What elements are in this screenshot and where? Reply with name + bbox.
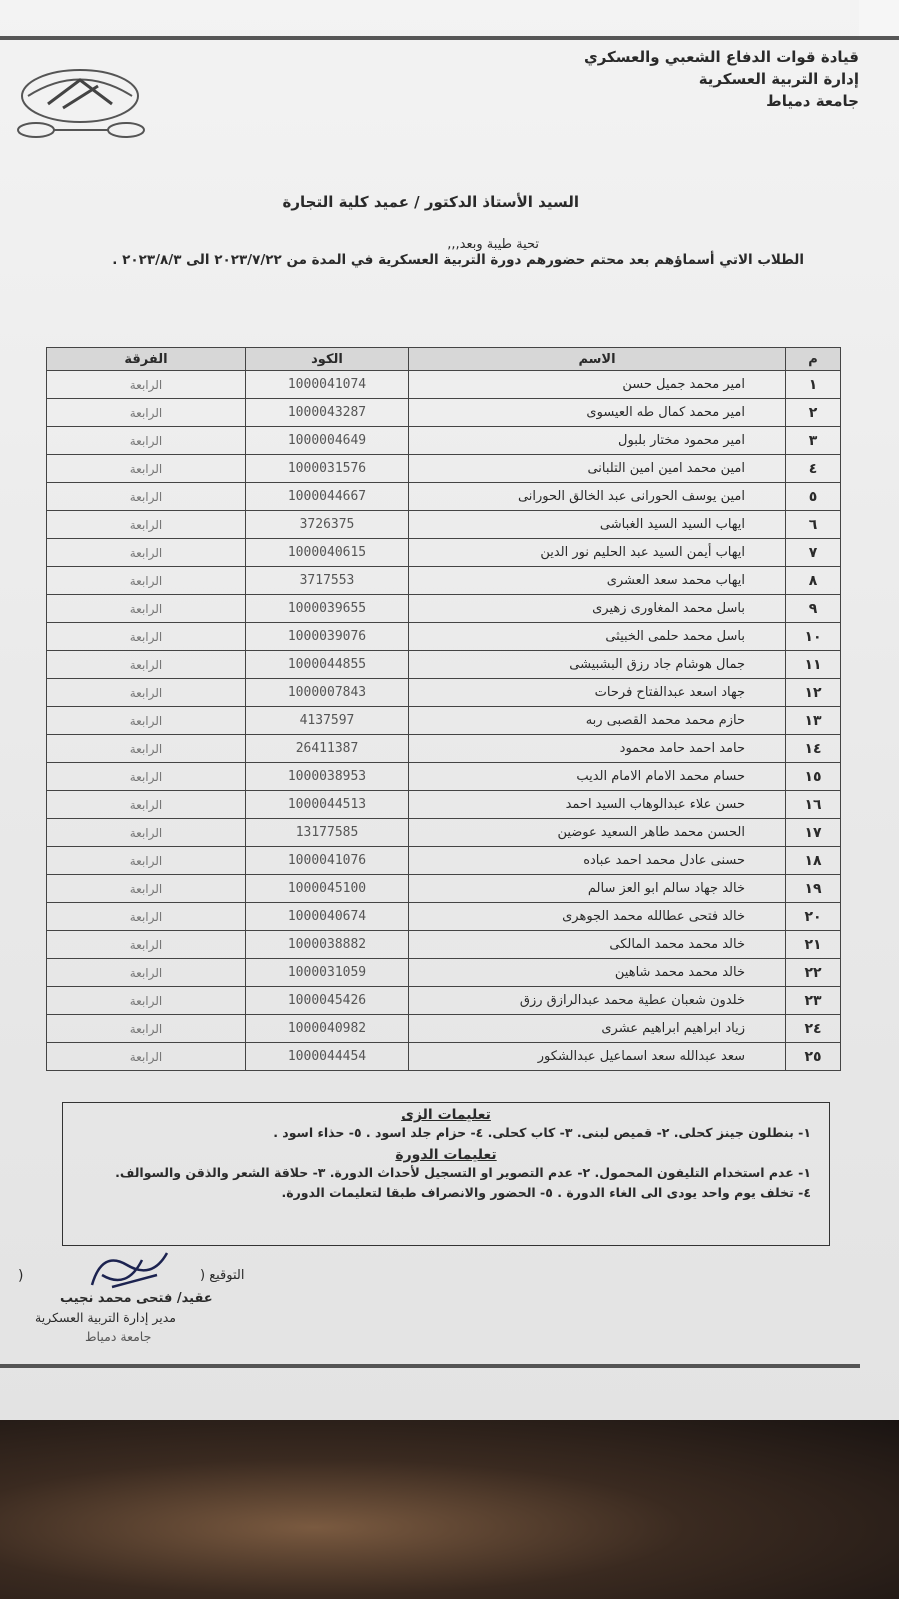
row-num: ٩	[786, 595, 841, 623]
student-year: الرابعة	[47, 483, 246, 511]
student-name: باسل محمد المغاورى زهيرى	[409, 595, 786, 623]
table-row	[47, 483, 841, 511]
student-year: الرابعة	[47, 987, 246, 1015]
student-code: 1000004649	[246, 427, 409, 455]
table-row	[47, 791, 841, 819]
row-num: ١٨	[786, 847, 841, 875]
student-code: 1000041076	[246, 847, 409, 875]
header-year: الفرقة	[47, 348, 246, 371]
row-num: ٢٥	[786, 1043, 841, 1071]
student-year: الرابعة	[47, 455, 246, 483]
student-name: حسن علاء عبدالوهاب السيد احمد	[409, 791, 786, 819]
table-row	[47, 735, 841, 763]
student-code: 1000038953	[246, 763, 409, 791]
student-year: الرابعة	[47, 819, 246, 847]
table-row	[47, 1015, 841, 1043]
letterhead-line-3: جامعة دمياط	[766, 92, 859, 110]
table-row	[47, 959, 841, 987]
student-year: الرابعة	[47, 931, 246, 959]
row-num: ١٥	[786, 763, 841, 791]
row-num: ١٣	[786, 707, 841, 735]
student-code: 26411387	[246, 735, 409, 763]
greeting: تحية طيبة وبعد,,,	[447, 237, 539, 252]
student-name: الحسن محمد طاهر السعيد عوضين	[409, 819, 786, 847]
student-code: 1000045100	[246, 875, 409, 903]
top-rule	[0, 36, 899, 40]
intro-paragraph: الطلاب الاتي أسماؤهم بعد محتم حضورهم دورة التربية العسكرية في المدة من ٢٠٢٣/٧/٢٢ الى ٢٠٢٣/٨/٣ .	[112, 252, 804, 268]
row-num: ٨	[786, 567, 841, 595]
student-name: حازم محمد محمد القصبى ربه	[409, 707, 786, 735]
row-num: ٣	[786, 427, 841, 455]
student-year: الرابعة	[47, 847, 246, 875]
signatory-university: جامعة دمياط	[85, 1329, 152, 1344]
student-code: 1000044855	[246, 651, 409, 679]
student-name: خلدون شعبان عطية محمد عبدالرازق رزق	[409, 987, 786, 1015]
student-code: 1000031059	[246, 959, 409, 987]
student-year: الرابعة	[47, 1015, 246, 1043]
table-row	[47, 371, 841, 399]
student-year: الرابعة	[47, 875, 246, 903]
student-name: ايهاب محمد سعد العشرى	[409, 567, 786, 595]
table-header-row	[47, 348, 841, 371]
student-name: خالد فتحى عطالله محمد الجوهرى	[409, 903, 786, 931]
signature-paren: )	[18, 1268, 24, 1284]
table-row	[47, 819, 841, 847]
table-row	[47, 847, 841, 875]
course-title: تعليمات الدورة	[395, 1147, 497, 1163]
student-year: الرابعة	[47, 707, 246, 735]
student-name: حسنى عادل محمد احمد عباده	[409, 847, 786, 875]
table-row	[47, 987, 841, 1015]
student-code: 1000044667	[246, 483, 409, 511]
row-num: ٧	[786, 539, 841, 567]
student-code: 1000041074	[246, 371, 409, 399]
student-name: جهاد اسعد عبدالفتاح فرحات	[409, 679, 786, 707]
student-code: 1000040982	[246, 1015, 409, 1043]
student-name: امير محمد كمال طه العيسوى	[409, 399, 786, 427]
addressee: السيد الأستاذ الدكتور / عميد كلية التجارة	[282, 193, 579, 211]
table-row	[47, 567, 841, 595]
student-year: الرابعة	[47, 735, 246, 763]
signatory-title: مدير إدارة التربية العسكرية	[35, 1310, 176, 1325]
header-code: الكود	[246, 348, 409, 371]
student-year: الرابعة	[47, 371, 246, 399]
student-code: 4137597	[246, 707, 409, 735]
letterhead-line-2: إدارة التربية العسكرية	[698, 70, 859, 88]
paper-corner	[859, 0, 899, 40]
uniform-line: ١- بنطلون جينز كحلى. ٢- قميص لبنى. ٣- كاب كحلى. ٤- حزام جلد اسود . ٥- حذاء اسود .	[273, 1125, 811, 1140]
student-name: ايهاب أيمن السيد عبد الحليم نور الدين	[409, 539, 786, 567]
row-num: ٢٣	[786, 987, 841, 1015]
letterhead-line-1: قيادة قوات الدفاع الشعبي والعسكري	[583, 48, 859, 66]
table-row	[47, 511, 841, 539]
student-year: الرابعة	[47, 651, 246, 679]
student-code: 1000007843	[246, 679, 409, 707]
student-year: الرابعة	[47, 399, 246, 427]
row-num: ١١	[786, 651, 841, 679]
row-num: ١٢	[786, 679, 841, 707]
student-name: امير محمد جميل حسن	[409, 371, 786, 399]
student-year: الرابعة	[47, 427, 246, 455]
bottom-rule	[0, 1364, 860, 1368]
student-name: خالد محمد محمد شاهين	[409, 959, 786, 987]
student-name: باسل محمد حلمى الخبيثى	[409, 623, 786, 651]
student-name: خالد جهاد سالم ابو العز سالم	[409, 875, 786, 903]
signatory-name: عقيد/ فتحى محمد نجيب	[60, 1291, 213, 1306]
student-name: سعد عبدالله سعد اسماعيل عبدالشكور	[409, 1043, 786, 1071]
row-num: ١٩	[786, 875, 841, 903]
student-year: الرابعة	[47, 679, 246, 707]
student-name: جمال هوشام جاد رزق البشبيشى	[409, 651, 786, 679]
table-row	[47, 595, 841, 623]
student-name: حسام محمد الامام الامام الديب	[409, 763, 786, 791]
table-row	[47, 399, 841, 427]
table-row	[47, 1043, 841, 1071]
row-num: ٢٠	[786, 903, 841, 931]
table-row	[47, 623, 841, 651]
table-row	[47, 875, 841, 903]
student-code: 1000040674	[246, 903, 409, 931]
student-year: الرابعة	[47, 763, 246, 791]
table-row	[47, 651, 841, 679]
student-year: الرابعة	[47, 903, 246, 931]
student-year: الرابعة	[47, 959, 246, 987]
student-code: 1000044513	[246, 791, 409, 819]
course-line-1: ١- عدم استخدام التليفون المحمول. ٢- عدم التصوير او التسجيل لأحداث الدورة. ٣- حلاقة الشعر والذقن والسوالف.	[115, 1165, 811, 1180]
row-num: ٢٤	[786, 1015, 841, 1043]
header-num: م	[786, 348, 841, 371]
table-row	[47, 539, 841, 567]
student-name: امين يوسف الحورانى عبد الخالق الحورانى	[409, 483, 786, 511]
student-name: امير محمود مختار بلبول	[409, 427, 786, 455]
table-row	[47, 455, 841, 483]
student-year: الرابعة	[47, 623, 246, 651]
student-year: الرابعة	[47, 511, 246, 539]
row-num: ١	[786, 371, 841, 399]
row-num: ٥	[786, 483, 841, 511]
uniform-title: تعليمات الزى	[401, 1107, 491, 1123]
student-year: الرابعة	[47, 595, 246, 623]
student-code: 1000045426	[246, 987, 409, 1015]
letterhead	[339, 46, 859, 112]
student-code: 1000038882	[246, 931, 409, 959]
student-table	[46, 347, 841, 1071]
table-row	[47, 707, 841, 735]
table-row	[47, 903, 841, 931]
student-name: امين محمد امين امين التلبانى	[409, 455, 786, 483]
row-num: ٤	[786, 455, 841, 483]
signature-scribble-icon	[82, 1245, 172, 1295]
table-row	[47, 931, 841, 959]
student-code: 3726375	[246, 511, 409, 539]
student-code: 13177585	[246, 819, 409, 847]
table-row	[47, 679, 841, 707]
student-year: الرابعة	[47, 791, 246, 819]
header-name: الاسم	[409, 348, 786, 371]
row-num: ١٤	[786, 735, 841, 763]
student-year: الرابعة	[47, 539, 246, 567]
signature-label: التوقيع (	[200, 1268, 245, 1283]
student-name: خالد محمد محمد المالكى	[409, 931, 786, 959]
student-code: 1000039076	[246, 623, 409, 651]
row-num: ٢١	[786, 931, 841, 959]
course-line-2: ٤- تخلف يوم واحد يودى الى الغاء الدورة . ٥- الحضور والانصراف طبقا لتعليمات الدورة.	[281, 1185, 811, 1200]
student-name: زياد ابراهيم ابراهيم عشرى	[409, 1015, 786, 1043]
student-year: الرابعة	[47, 567, 246, 595]
instructions-box	[62, 1102, 830, 1246]
table-row	[47, 763, 841, 791]
row-num: ١٦	[786, 791, 841, 819]
student-code: 3717553	[246, 567, 409, 595]
student-code: 1000044454	[246, 1043, 409, 1071]
row-num: ١٧	[786, 819, 841, 847]
table-body	[47, 371, 841, 1071]
row-num: ٢	[786, 399, 841, 427]
student-code: 1000039655	[246, 595, 409, 623]
student-year: الرابعة	[47, 1043, 246, 1071]
student-name: حامد احمد حامد محمود	[409, 735, 786, 763]
row-num: ٦	[786, 511, 841, 539]
row-num: ١٠	[786, 623, 841, 651]
student-name: ايهاب السيد السيد الغباشى	[409, 511, 786, 539]
student-code: 1000040615	[246, 539, 409, 567]
background-carpet	[0, 1420, 899, 1599]
ministry-emblem-icon	[8, 58, 153, 143]
student-code: 1000043287	[246, 399, 409, 427]
student-code: 1000031576	[246, 455, 409, 483]
table-row	[47, 427, 841, 455]
row-num: ٢٢	[786, 959, 841, 987]
